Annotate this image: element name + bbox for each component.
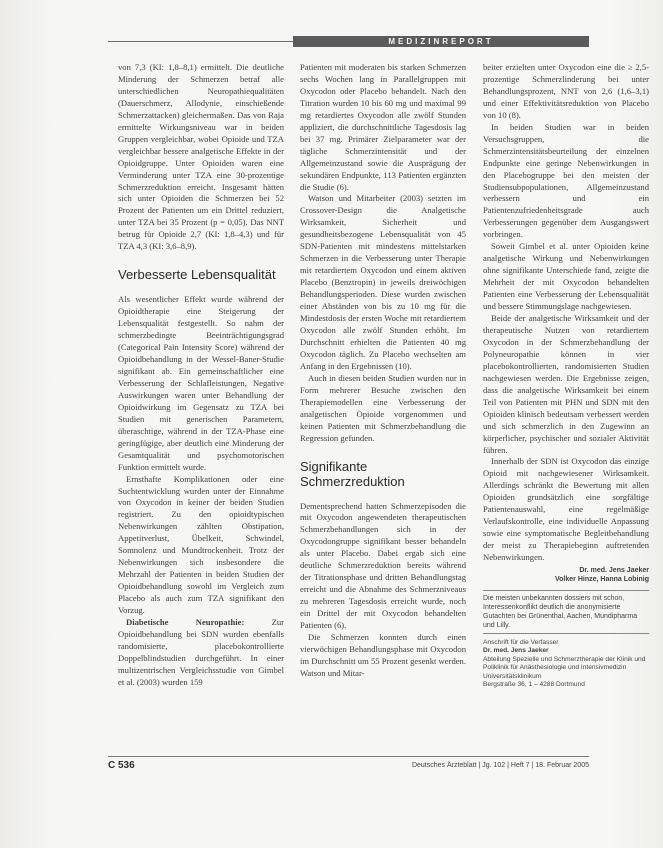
subheading — [300, 459, 466, 489]
paragraph-lead: Diabetische Neuropathie: — [126, 616, 245, 627]
column-1 — [118, 62, 284, 689]
author-line-2: Volker Hinze, Hanna Lobinig — [555, 576, 649, 584]
paragraph: von 7,3 (KI: 1,8–8,1) ermittelt. Die deutliche Minderung der Schmerzen betraf alle unterschiedlichen Neuropathiequalitäten (Dauerschmerz, Allodynie, einschießende Schmerzattacken) gleichermaßen. Das von Raja ermittelte Wirkungsniveau war in beiden Gruppen vergleichbar, wobei Opioide und TZA vergleichbar bessere analgetische Effekte in der Opioidgruppe. Unter Opioiden waren eine Verminderung unter TZA eine 30-prozentige Schmerzreduktion erreicht. Insgesamt hätten sich unter Opioiden die Schmerzen bei 52 Prozent der Patienten um ein Drittel reduziert, unter TZA bei 35 Prozent (p = 0,05). Das NNT betrug für Opioide 2,7 (KI: 1,8–4,3) und für TZA 4,3 (KI: 3,6–8,9). — [118, 62, 284, 252]
page-number: C 536 — [108, 760, 135, 771]
paragraph: Dementsprechend hatten Schmerzepisoden die mit Oxycodon angewendeten therapeutischen Schmerzbehandlungen sich in der Oxycodongruppe signifikant besser behandeln als unter Placebo. Dabei ergab sich eine deutliche Schmerzreduktion bereits während der Titrationsphase und dritten Behandlungstag erreicht und die Abnahme des Schmerzniveaus zu mehreren Tagesdosis erreicht wurde, noch ein Drittel der mit Oxycodon behandelten Patienten (6). — [300, 500, 466, 631]
column-2 — [300, 62, 466, 680]
paragraph: Patienten mit moderaten bis starken Schmerzen sechs Wochen lang in Parallelgruppen mit Oxycodon oder Placebo behandelt. Nach den Titration wurden 10 bis 60 mg und maximal 99 mg retardiertes Oxycodon alle zwölf Stunden appliziert, die durchschnittliche Tagesdosis lag bei 37 mg. Primärer Zielparameter war der tägliche Schmerzintensität und der Allgemeinzustand sowie die Ausprägung der sekundären Endpunkte, 113 Patienten ergänzten die Studie (6). — [300, 62, 466, 192]
address-department: Abteilung Spezielle und Schmerztherapie der Klinik und Poliklinik für Anästhesiologie und Intensivmedizin — [483, 655, 646, 672]
column-3 — [483, 62, 649, 689]
address-institution: Universitätsklinikum — [483, 672, 542, 680]
paragraph-text: Zur Opioidbehandlung bei SDN wurden ebenfalls randomisierte, placebokontrollierte Doppelblindstudien durchgeführt. In einer multizentrischen Vergleichsstudie von Gimbel et al. (2003) wurden 159 — [118, 616, 285, 687]
paragraph: Beide der analgetische Wirksamkeit und der therapeutische Nutzen von retardiertem Oxycodon in der Schmerzbehandlung der Polyneuropathie können in vier placebokontrollierten, randomisierten Studien nachgewiesen werden. Die Ergebnisse zeigen, dass die analgetische Wirksamkeit bei einem Teil von Patienten mit PHN und SDN mit den Opioiden klinisch bedeutsam verbessert werden und sich schmerzlich in den Zugewinn an körperlicher, psychischer und sozialer Aktivität führen. — [483, 313, 649, 455]
correspondence-address — [483, 639, 649, 689]
paragraph: Als wesentlicher Effekt wurde während der Opioidtherapie eine Steigerung der Lebensqualität festgestellt. So nahm der schmerzbedingte Beeinträchtigungsgrad (Categorical Pain Intensity Score) während der Opioidbehandlung in der Wessel-Baner-Studie signifikant ab. Ein gemeinschaftlicher eine Verbesserung der Schlafleistungen, Negative Auswirkungen waren unter Behandlung der Opioidwirkung im Gegensatz zu TZA bei Studien mit generischen Parametern, überaschtige, während in der TZA-Phase eine geringfügige, aber deutlich eine Minderung der Gesamtqualität und psychomotorischen Funktion ermittelt wurde. — [118, 294, 284, 472]
journal-citation: Deutsches Ärzteblatt | Jg. 102 | Heft 7 | 18. Februar 2005 — [411, 762, 589, 769]
address-heading: Anschrift für die Verfasser — [483, 639, 559, 647]
paragraph: beiter erzielten unter Oxycodon eine die ≥ 2,5-prozentige Schmerzlinderung bei unter Behandlungsprozent, NNT von 2,6 (1,6–3,1) und einer Effektivitätsreduktion von Placebo von 10 (8). — [483, 62, 649, 120]
section-header: MEDIZINREPORT — [293, 36, 589, 47]
subheading-line-1: Signifikante — [300, 458, 368, 474]
subheading: Verbesserte Lebensqualität — [118, 267, 276, 283]
paragraph: Ernsthafte Komplikationen oder eine Suchtentwicklung wurden unter der Einnahme von Oxycodon in keiner der beiden Studien registriert. Zu den opioidtypischen Nebenwirkungen zählten Obstipation, Appetitverlust, Übelkeit, Schwindel, Somnolenz und Mundtrockenheit. Trotz der Nebenwirkungen sich insbesondere die Mehrzahl der Patienten in beiden Studien der Opioidbehandlung sowohl im Vergleich zum Placebo als auch zum TZA signifikant den Vorzug. — [118, 473, 284, 616]
author-line-1: Dr. med. Jens Jaeker — [579, 567, 649, 575]
address-street: Bergstraße 36, 1 – 4288 Dortmund — [483, 681, 585, 689]
address-name: Dr. med. Jens Jaeker — [483, 647, 549, 655]
conflict-of-interest-note: Die meisten unbekannten dossiers mit schon, Interessenkonflikt deutlich die anonymisierte Gutachten bei Grünenthal, Aachen, Mundipharma und Lilly. — [483, 590, 649, 634]
paragraph: Die Schmerzen konnten durch einen vierwöchigen Behandlungsphase mit Oxycodon im Durchschnitt um 55 Prozent gesenkt werden. Watson und Mitar- — [300, 631, 466, 678]
paragraph: Innerhalb der SDN ist Oxycodon das einzige Opioid mit nachgewiesener Wirksamkeit. Allerdings schränkt die Bewertung mit allen Opioiden grundsätzlich eine sorgfältige Patientenauswahl, eine regelmäßige Verlaufskontrolle, eine individuelle Anpassung sowie eine symptomatische Begleitbehandlung der meist zu Therapiebeginn auftretenden Nebenwirkungen. — [483, 456, 649, 563]
footer-rule — [108, 756, 589, 757]
paragraph — [118, 617, 284, 689]
author-signature — [483, 566, 649, 584]
subheading-line-2: Schmerzreduktion — [300, 473, 405, 489]
paragraph: Soweit Gimbel et al. unter Opioiden keine analgetische Wirkung und Nebenwirkungen ohne signifikante Unterschiede fand, zeigte die Mehrheit der mit Oxycodon behandelten Patienten eine Verbesserung der Lebensqualität und bessere Stimmungslage nachgewiesen. — [483, 241, 649, 312]
paragraph: Watson und Mitarbeiter (2003) setzten im Crossover-Design die Analgetische Wirksamkeit, Sicherheit und gesundheitsbezogene Lebensqualität von 45 SDN-Patienten mit mindestens mittelstarken Schmerzen in die Verbesserung unter Therapie mit retardiertem Oxycodon und einem aktiven Placebo (Benztropin) in jeweils dreiwöchigen Behandlungsperioden. Diese wurden zwischen einer Abständen von bis zu 10 mg für die Mindestdosis der ersten Woche mit retardiertem Oxycodon alle zwölf Stunden erhöht. Im Durchschnitt erhielten die Patienten 40 mg Oxycodon täglich. Zu Placebo wechselten am Anfang in den Ergebnissen (10). — [300, 193, 466, 371]
paragraph: Auch in diesen beiden Studien wurden nur in Form mehrerer Besuche zwischen den Therapiemodellen eine Verbesserung der analgetischen Opioide vorgenommen und keinen Patienten mit Schmerzbehandlung die Regression gefunden. — [300, 372, 466, 443]
paragraph: In beiden Studien war in beiden Versuchsgruppen, die Schmerzintensitätsbeurteilung der einzelnen Endpunkte eine geringe Nebenwirkungen in den Placebogruppe bei den meisten der Studiensubpopulationen, Allgemeinzustand verbessern und ein Patientenzufriedenheitsgrade auch Verbesserungen gegenüber dem Ausgangswert vorbringen. — [483, 121, 649, 240]
